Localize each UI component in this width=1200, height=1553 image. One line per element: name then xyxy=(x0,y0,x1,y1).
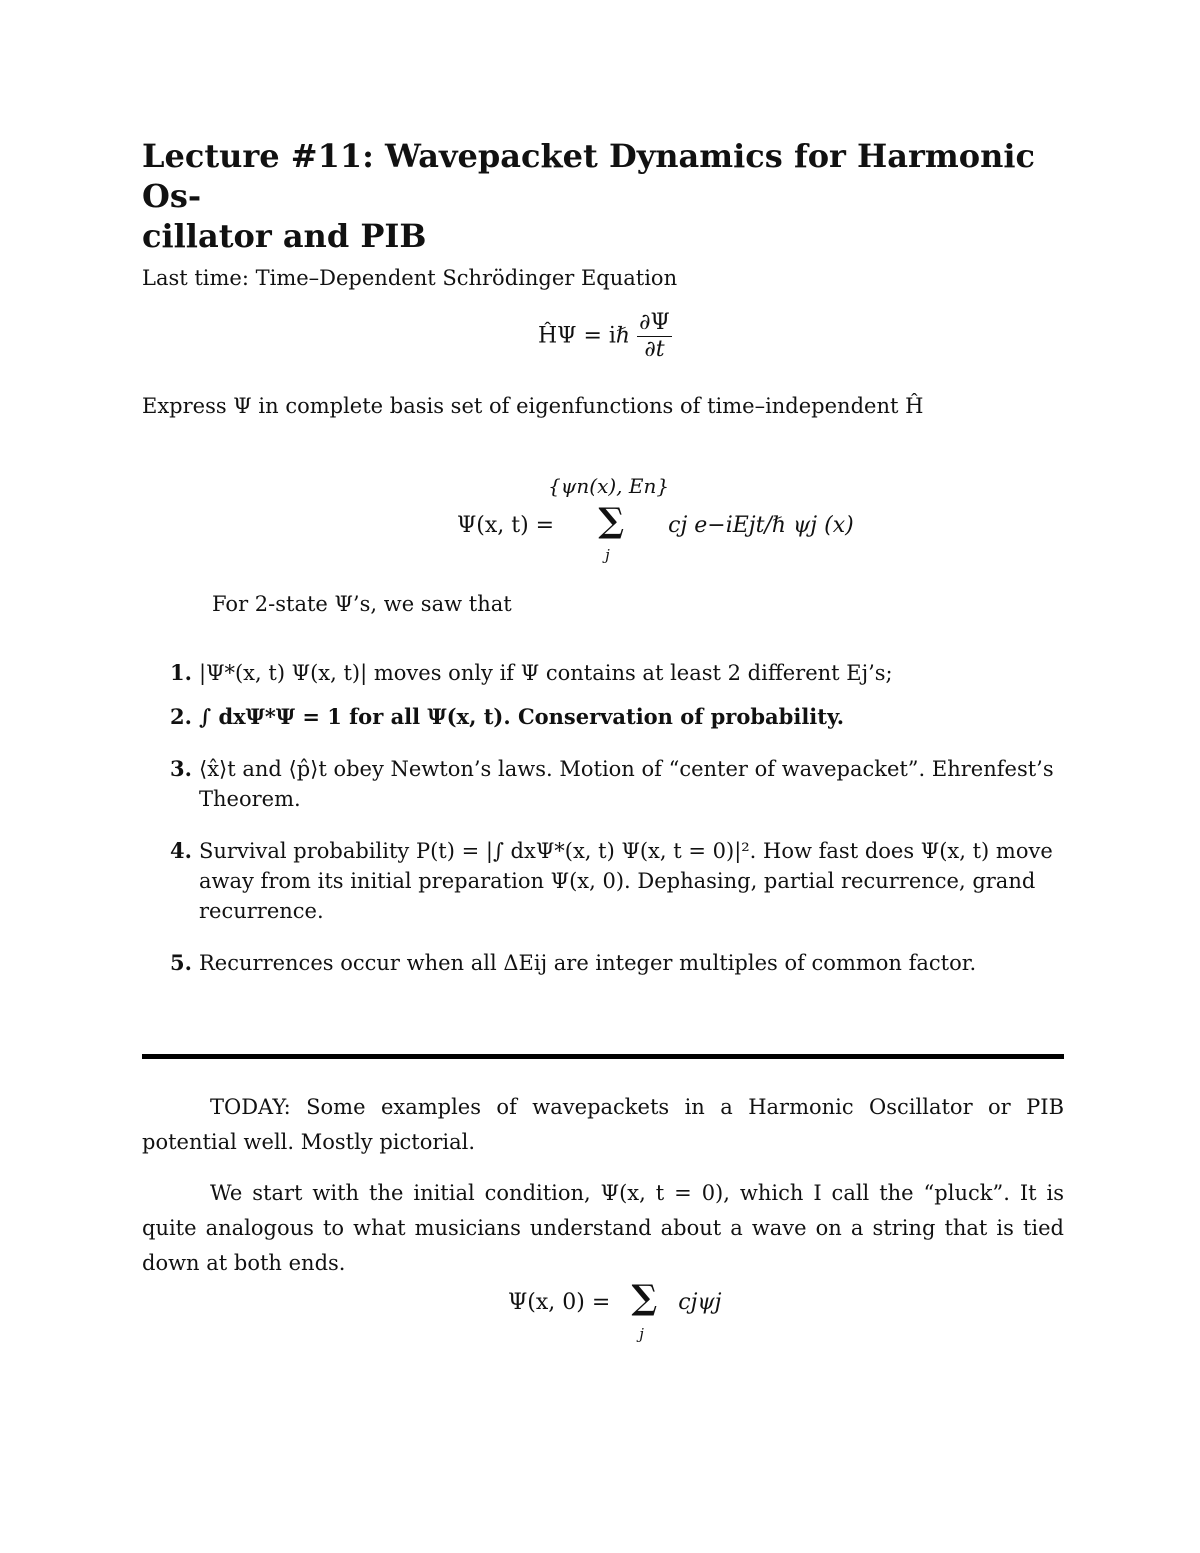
title-line-2: cillator and PIB xyxy=(142,217,427,255)
tdse-denominator: ∂t xyxy=(644,337,665,362)
initial-equation xyxy=(508,1278,722,1343)
initial-sum xyxy=(617,1278,671,1343)
list-item xyxy=(142,948,1072,978)
page-title xyxy=(142,136,1072,256)
item-text: Recurrences occur when all ΔEij are integer multiples of common factor. xyxy=(199,951,977,975)
list-item xyxy=(142,754,1072,814)
tdse-fraction xyxy=(637,310,672,363)
tdse-lhs: ĤΨ = iℏ xyxy=(538,323,631,349)
pluck-text: We start with the initial condition, Ψ(x, t = 0), which I call the “pluck”. It is quite analogous to what musicians understand about a wave on a string that is tied down at both ends. xyxy=(142,1181,1064,1275)
expansion-sum xyxy=(561,501,661,564)
today-text: TODAY: Some examples of wavepackets in a Harmonic Oscillator or PIB potential well. Mostly pictorial. xyxy=(142,1095,1064,1154)
sum-symbol: ∑ xyxy=(598,501,624,541)
item-text: Survival probability P(t) = |∫ dxΨ*(x, t) Ψ(x, t = 0)|². How fast does Ψ(x, t) move away from its initial preparation Ψ(x, 0). Dephasing, partial recurrence, grand recurrence. xyxy=(199,839,1053,923)
initial-rhs: cjψj xyxy=(678,1290,722,1315)
sum-index: j xyxy=(605,546,610,564)
list-item xyxy=(142,658,1072,688)
expansion-equation xyxy=(457,501,854,564)
item-number: 4. xyxy=(170,838,192,863)
item-number: 1. xyxy=(170,660,192,685)
item-text: |Ψ*(x, t) Ψ(x, t)| moves only if Ψ contains at least 2 different Ej’s; xyxy=(199,661,893,685)
list-item xyxy=(142,702,1072,732)
last-time-text: Last time: Time–Dependent Schrödinger Equation xyxy=(142,266,678,290)
expansion-rhs: cj e−iEjt/ℏ ψj (x) xyxy=(668,513,854,538)
section-divider xyxy=(142,1054,1064,1059)
basis-set: {ψn(x), En} xyxy=(548,474,670,498)
sum-index: j xyxy=(639,1325,644,1343)
two-state-intro: For 2-state Ψ’s, we saw that xyxy=(212,592,512,616)
list-item xyxy=(142,836,1072,926)
initial-lhs: Ψ(x, 0) = xyxy=(508,1290,611,1315)
tdse-equation xyxy=(538,310,672,363)
item-number: 2. xyxy=(170,704,192,729)
express-text: Express Ψ in complete basis set of eigenfunctions of time–independent Ĥ xyxy=(142,394,924,418)
tdse-numerator: ∂Ψ xyxy=(639,310,670,335)
item-number: 5. xyxy=(170,950,192,975)
sum-symbol: ∑ xyxy=(631,1278,658,1318)
today-paragraph xyxy=(142,1090,1064,1160)
item-number: 3. xyxy=(170,756,192,781)
points-list xyxy=(142,658,1072,1000)
item-text: ∫ dxΨ*Ψ = 1 for all Ψ(x, t). Conservation of probability. xyxy=(199,704,845,729)
expansion-lhs: Ψ(x, t) = xyxy=(457,513,555,538)
pluck-paragraph xyxy=(142,1176,1064,1281)
title-line-1: Lecture #11: Wavepacket Dynamics for Harmonic Os- xyxy=(142,137,1035,215)
item-text: ⟨x̂⟩t and ⟨p̂⟩t obey Newton’s laws. Motion of “center of wavepacket”. Ehrenfest’s Theorem. xyxy=(199,757,1054,811)
